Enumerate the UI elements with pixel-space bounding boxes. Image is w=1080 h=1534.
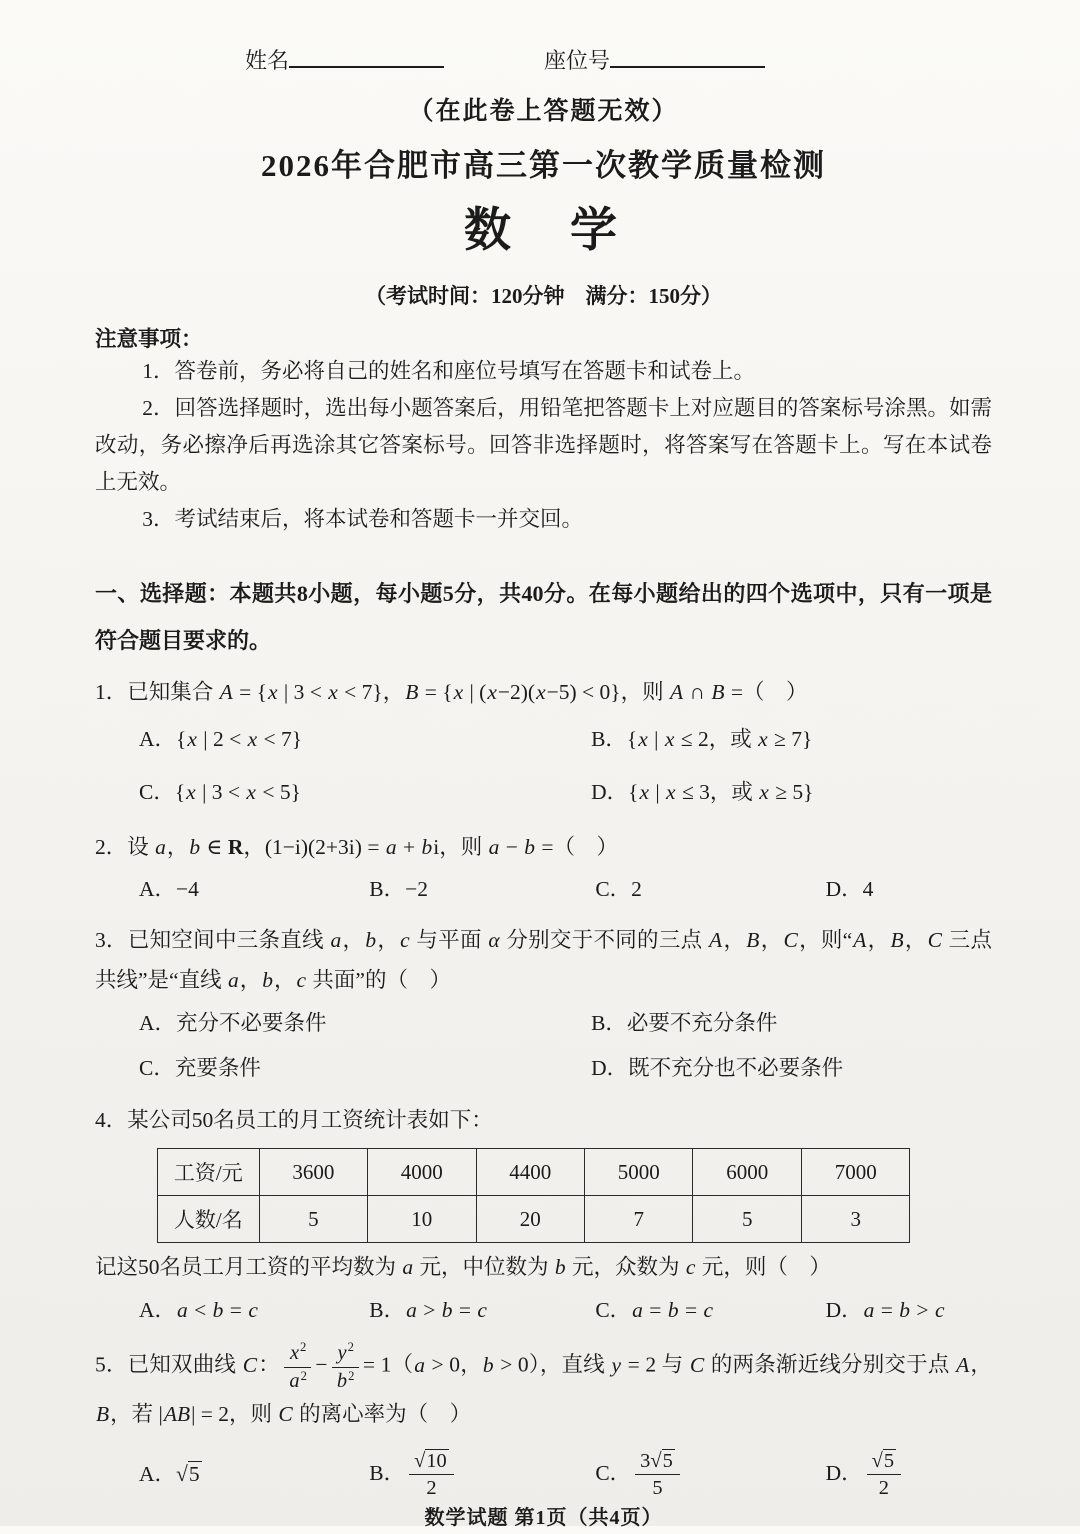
question-1-stem: 1．已知集合 A = {x | 3 < x < 7}，B = {x | (x−2)(x−5) < 0}，则 A ∩ B =（ ）: [95, 680, 808, 705]
invalid-note: （在此卷上答题无效）: [408, 98, 679, 125]
table-cell: 5000: [584, 1149, 692, 1196]
table-cell: 10: [368, 1196, 476, 1243]
question-1-option-a: A．{x | 2 < x < 7}: [139, 727, 303, 752]
question-2-option-b: B．−2: [369, 877, 429, 902]
question-2-stem: 2．设 a，b ∈ R，(1−i)(2+3i) = a + bi，则 a − b =（ ）: [95, 834, 618, 859]
table-cell: 5: [259, 1196, 367, 1243]
question-5-option-c: C． $\frac{3√5}{5}$: [595, 1449, 825, 1501]
question-1-option-b: B．{x | x ≤ 2，或 x ≥ 7}: [591, 727, 813, 752]
section-heading: 一、选择题：本题共8小题，每小题5分，共40分。在每小题给出的四个选项中，只有一项是符合题目要求的。: [95, 580, 992, 654]
table-cell: 4400: [476, 1149, 584, 1196]
question-2-option-d: D．4: [825, 877, 874, 902]
table-row-header: 工资/元: [158, 1149, 260, 1196]
table-cell: 20: [476, 1196, 584, 1243]
seat-field[interactable]: [610, 44, 765, 68]
seat-field-group: [544, 44, 765, 75]
exam-info: （考试时间：120分钟 满分：150分）: [365, 284, 722, 308]
table-cell: 7000: [801, 1149, 910, 1196]
table-cell: 3: [801, 1196, 910, 1243]
question-3-option-a: A．充分不必要条件: [139, 1011, 327, 1036]
question-1-options: [95, 713, 992, 818]
question-4-post: 记这50名员工月工资的平均数为 a 元，中位数为 b 元，众数为 c 元，则（ ）: [95, 1255, 831, 1280]
notice-heading: 注意事项：: [95, 327, 203, 351]
question-4-option-d: D．a = b > c: [825, 1298, 945, 1323]
name-field-group: [245, 44, 444, 75]
question-5-options: [95, 1435, 992, 1501]
salary-table-row-count: [158, 1196, 910, 1243]
question-4-stem: 4．某公司50名员工的月工资统计表如下：: [95, 1107, 493, 1132]
subject-title: 数 学: [464, 205, 623, 257]
table-cell: 7: [584, 1196, 692, 1243]
seat-label: 座位号: [544, 48, 611, 73]
question-2-option-c: C．2: [595, 877, 642, 902]
question-4: [95, 1100, 992, 1333]
question-1-option-c: C．{x | 3 < x < 5}: [139, 779, 301, 804]
name-field[interactable]: [289, 44, 444, 68]
salary-table-row-wage: [158, 1149, 910, 1196]
notice-item-1: 1．答卷前，务必将自己的姓名和座位号填写在答题卡和试卷上。: [142, 359, 756, 383]
table-cell: 4000: [368, 1149, 476, 1196]
notice-section: [95, 322, 992, 538]
page-footer: 数学试题 第1页（共4页）: [424, 1506, 663, 1529]
salary-table: [157, 1148, 910, 1243]
question-4-options: [95, 1288, 992, 1332]
name-seat-row: [245, 44, 992, 75]
question-5-option-a: A．√5: [139, 1462, 200, 1487]
question-3-stem: 3．已知空间中三条直线 a，b，c 与平面 α 分别交于不同的三点 A，B，C，则“A，B，C 三点共线”是“直线 a，b，c 共面”的（ ）: [95, 927, 992, 993]
table-row-header: 人数/名: [158, 1196, 260, 1243]
question-5-stem: 5．已知双曲线 C： $\frac{x^2}{a^2}$ − $\frac{y^2}{b^2}$ = 1（a > 0，b > 0），直线 y = 2 与 C 的两条渐近线分别交于点 A，B，若 |AB| = 2，则 C 的离心率为（ ）: [95, 1340, 992, 1426]
question-2: [95, 827, 992, 912]
table-cell: 6000: [693, 1149, 801, 1196]
question-4-option-a: A．a < b = c: [139, 1298, 258, 1323]
question-4-option-b: B．a > b = c: [369, 1298, 487, 1323]
question-2-options: [95, 867, 992, 911]
question-5-option-d: D． $\frac{√5}{2}$: [826, 1449, 992, 1501]
question-3-options: [95, 1001, 992, 1091]
question-5-option-b: B． $\frac{√10}{2}$: [369, 1449, 595, 1501]
question-2-option-a: A．−4: [139, 877, 199, 902]
name-label: 姓名: [245, 48, 290, 73]
question-3-option-b: B．必要不充分条件: [591, 1011, 778, 1036]
table-cell: 5: [693, 1196, 801, 1243]
question-3-option-d: D．既不充分也不必要条件: [591, 1056, 844, 1081]
question-1-option-d: D．{x | x ≤ 3，或 x ≥ 5}: [591, 779, 814, 804]
question-4-option-c: C．a = b = c: [595, 1298, 713, 1323]
table-cell: 3600: [259, 1149, 367, 1196]
question-3-option-c: C．充要条件: [139, 1056, 261, 1081]
notice-item-3: 3．考试结束后，将本试卷和答题卡一并交回。: [142, 506, 584, 531]
notice-item-2: 2．回答选择题时，选出每小题答案后，用铅笔把答题卡上对应题目的答案标号涂黑。如需改动，务必擦净后再选涂其它答案标号。回答非选择题时，将答案写在答题卡上。写在本试卷上无效。: [95, 395, 992, 494]
question-1: [95, 672, 992, 818]
question-3: [95, 920, 992, 1092]
question-5: [95, 1340, 992, 1500]
exam-title: 2026年合肥市高三第一次教学质量检测: [261, 148, 826, 183]
